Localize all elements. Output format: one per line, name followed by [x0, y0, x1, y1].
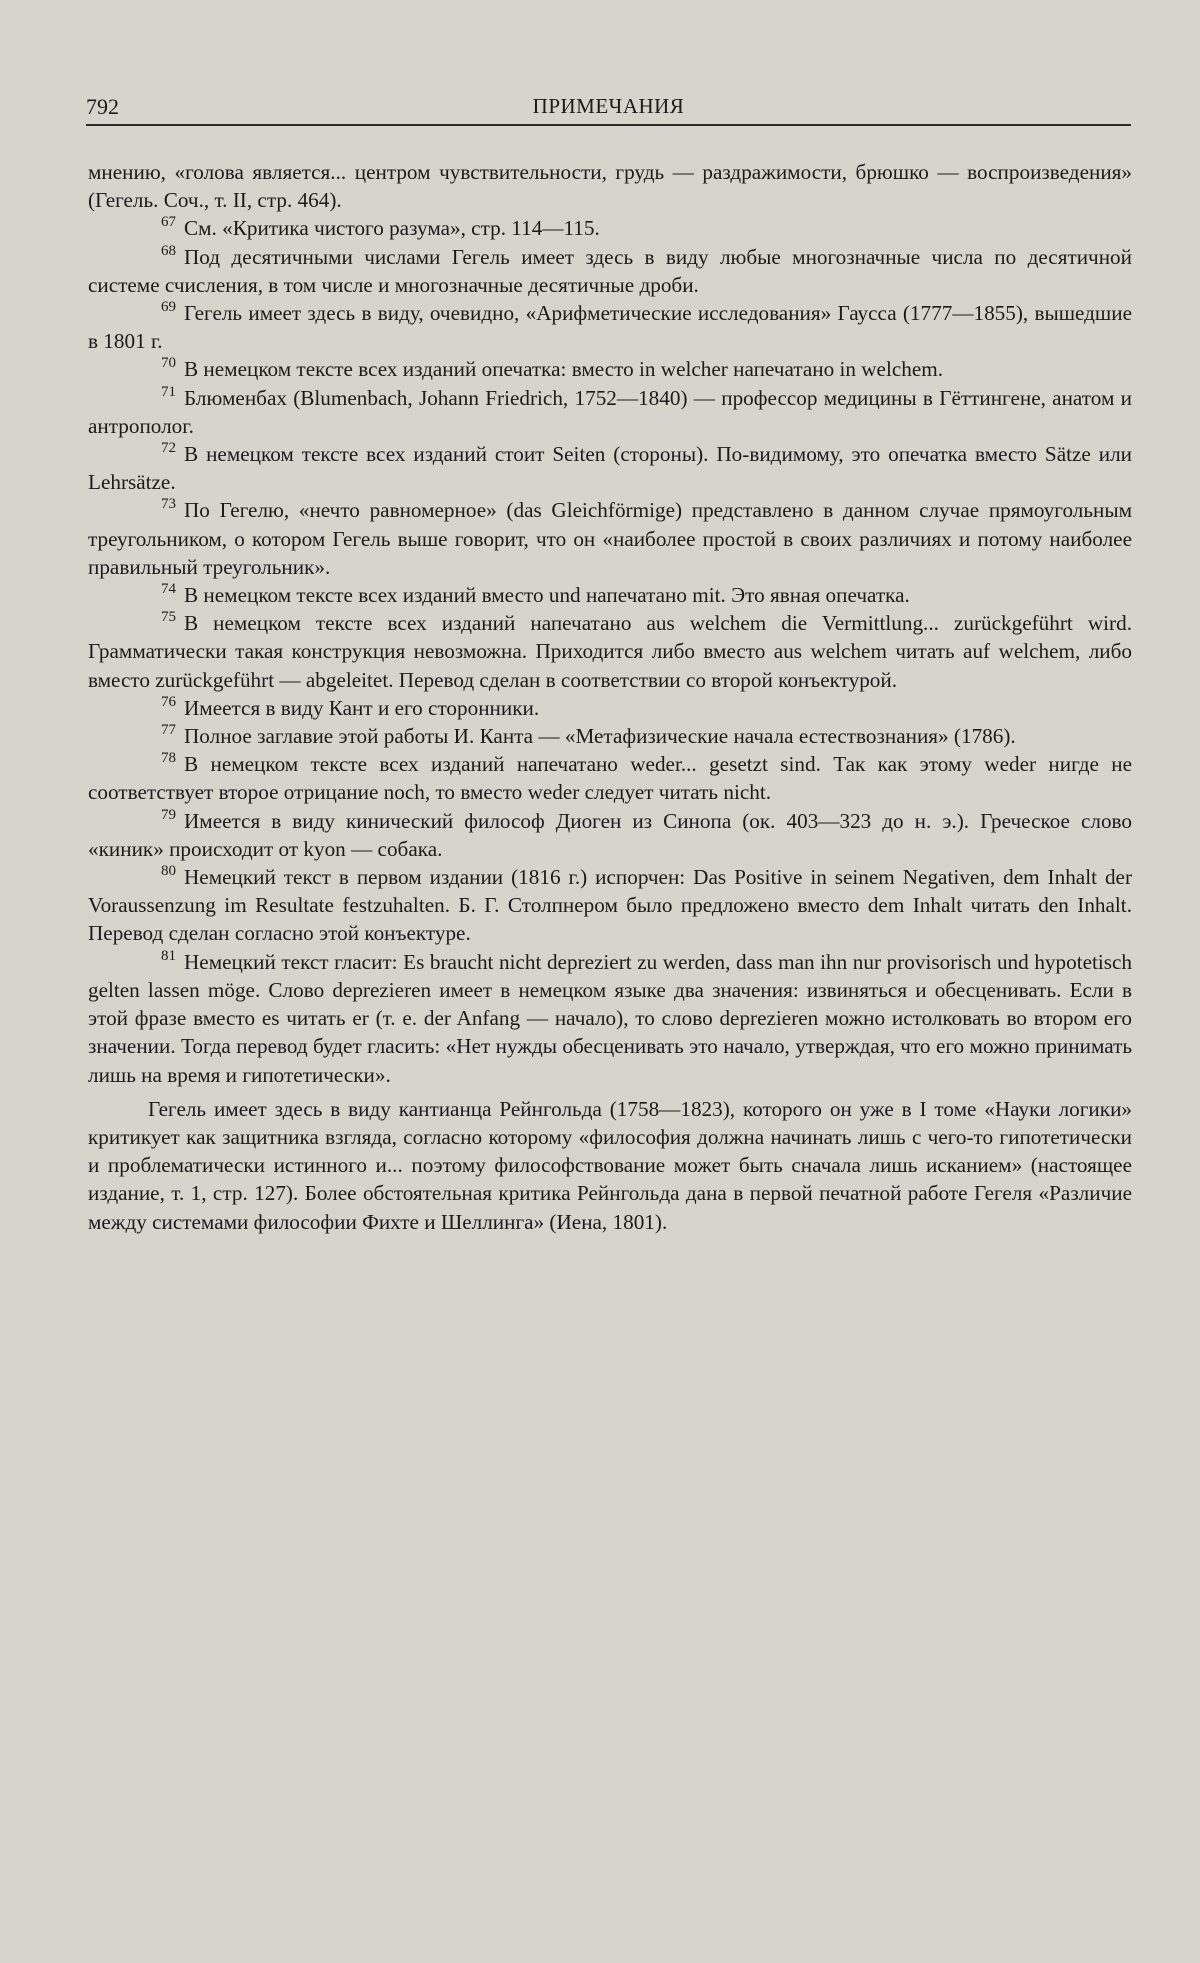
running-title: ПРИМЕЧАНИЯ [532, 94, 685, 118]
footnote-text: В немецком тексте всех изданий напечатано weder... gesetzt sind. Так как этому weder нигде не соответствует второе отрицание noch, то вместо weder следует читать nicht. [88, 752, 1132, 805]
footnote-text: По Гегелю, «нечто равномерное» (das Gleichförmige) представлено в данном случае прямоугольным треугольником, о котором Гегель выше говорит, что он «наиболее простой в своих различиях и потому наиболее правильный треугольник». [88, 498, 1132, 579]
footnote-72: 72 В немецком тексте всех изданий стоит Seiten (стороны). По-видимому, это опечатка вместо Sätze или Lehrsätze. [88, 440, 1132, 495]
footnote-text: Под десятичными числами Гегель имеет здесь в виду любые многозначные числа по десятичной системе счисления, в том числе и многозначные десятичные дроби. [88, 244, 1132, 297]
footnote-79: 79 Имеется в виду кинический философ Диоген из Синопа (ок. 403—323 до н. э.). Греческое слово «киник» происходит от kyon — собака. [88, 806, 1132, 861]
footnote-71: 71 Блюменбах (Blumenbach, Johann Friedrich, 1752—1840) — профессор медицины в Гёттингене, анатом и антрополог. [88, 383, 1132, 438]
footnote-text: В немецком тексте всех изданий напечатано aus welchem die Vermittlung... zurückgeführt wird. Грамматически такая конструкция невозможна. Приходится либо вместо aus welchem читать auf welchem, либо вместо zurückgeführt — abgeleitet. Перевод сделан в соответствии со второй конъектурой. [88, 611, 1132, 692]
footnote-68: 68 Под десятичными числами Гегель имеет здесь в виду любые многозначные числа по десятичной системе счисления, в том числе и многозначные десятичные дроби. [88, 242, 1132, 297]
footnote-text: Имеется в виду кинический философ Диоген из Синопа (ок. 403—323 до н. э.). Греческое слово «киник» происходит от kyon — собака. [88, 808, 1132, 861]
footnote-text: Гегель имеет здесь в виду, очевидно, «Арифметические исследования» Гаусса (1777—1855), вышедшие в 1801 г. [88, 301, 1132, 354]
footnote-text: Немецкий текст гласит: Es braucht nicht depreziert zu werden, dass man ihn nur provisorisch und hypotetisch gelten lassen möge. Слово deprezieren имеет в немецком языке два значения: извиняться и обесценивать. Если в этой фразе вместо es читать er (т. е. der Anfang — начало), то слово deprezieren можно истолковать во втором его значении. Тогда перевод будет гласить: «Нет нужды обесценивать это начало, утверждая, что его можно принимать лишь на время и гипотетически». [88, 949, 1132, 1087]
footnotes-body [88, 158, 1132, 1236]
footnote-78: 78 В немецком тексте всех изданий напечатано weder... gesetzt sind. Так как этому weder нигде не соответствует второе отрицание noch, то вместо weder следует читать nicht. [88, 750, 1132, 805]
footnote-76: 76 Имеется в виду Кант и его сторонники. [161, 693, 540, 720]
footnote-text: В немецком тексте всех изданий стоит Seiten (стороны). По-видимому, это опечатка вместо Sätze или Lehrsätze. [88, 442, 1132, 495]
footnote-text: В немецком тексте всех изданий вместо und напечатано mit. Это явная опечатка. [184, 583, 910, 608]
footnote-81: 81 Немецкий текст гласит: Es braucht nicht depreziert zu werden, dass man ihn nur provisorisch und hypotetisch gelten lassen möge. Слово deprezieren имеет в немецком языке два значения: извиняться и обесценивать. Если в этой фразе вместо es читать er (т. е. der Anfang — начало), то слово deprezieren можно истолковать во втором его значении. Тогда перевод будет гласить: «Нет нужды обесценивать это начало, утверждая, что его можно принимать лишь на время и гипотетически». [88, 947, 1132, 1087]
footnote-text: Блюменбах (Blumenbach, Johann Friedrich, 1752—1840) — профессор медицины в Гёттингене, анатом и антрополог. [88, 385, 1132, 438]
footnote-text: См. «Критика чистого разума», стр. 114—115. [184, 216, 600, 241]
footnote-text: В немецком тексте всех изданий опечатка: вместо in welcher напечатано in welchem. [184, 357, 944, 382]
footnote-text: Немецкий текст в первом издании (1816 г.) испорчен: Das Positive in seinem Negativen, dem Inhalt der Voraussenzung im Resultate festzuhalten. Б. Г. Столпнером было предложено вместо dem Inhalt читать den Inhalt. Перевод сделан согласно этой конъектуре. [88, 865, 1132, 946]
footnote-80: 80 Немецкий текст в первом издании (1816 г.) испорчен: Das Positive in seinem Negativen, dem Inhalt der Voraussenzung im Resultate festzuhalten. Б. Г. Столпнером было предложено вместо dem Inhalt читать den Inhalt. Перевод сделан согласно этой конъектуре. [88, 863, 1132, 946]
footnote-text: Полное заглавие этой работы И. Канта — «Метафизические начала естествознания» (1786). [184, 724, 1016, 749]
intro-paragraph: мнению, «голова является... центром чувствительности, грудь — раздражимости, брюшко — воспроизведения» (Гегель. Соч., т. II, стр. 464). [88, 160, 1132, 213]
page-header [86, 90, 1131, 126]
footnote-69: 69 Гегель имеет здесь в виду, очевидно, «Арифметические исследования» Гаусса (1777—1855), вышедшие в 1801 г. [88, 299, 1132, 354]
footnote-74: 74 В немецком тексте всех изданий вместо und напечатано mit. Это явная опечатка. [161, 581, 910, 608]
footnote-70: 70 В немецком тексте всех изданий опечатка: вместо in welcher напечатано in welchem. [161, 355, 944, 382]
footnote-text: Имеется в виду Кант и его сторонники. [184, 695, 540, 720]
footnote-75: 75 В немецком тексте всех изданий напечатано aus welchem die Vermittlung... zurückgeführt wird. Грамматически такая конструкция невозможна. Приходится либо вместо aus welchem читать auf welchem, либо вместо zurückgeführt — abgeleitet. Перевод сделан в соответствии со второй конъектурой. [88, 609, 1132, 692]
footnote-73: 73 По Гегелю, «нечто равномерное» (das Gleichförmige) представлено в данном случае прямоугольным треугольником, о котором Гегель выше говорит, что он «наиболее простой в своих различиях и потому наиболее правильный треугольник». [88, 496, 1132, 579]
footnote-67: 67 См. «Критика чистого разума», стр. 114—115. [161, 214, 600, 241]
closing-paragraph: Гегель имеет здесь в виду кантианца Рейнгольда (1758—1823), которого он уже в I томе «Науки логики» критикует как защитника взгляда, согласно которому «философия должна начинать лишь с чего-то гипотетически и проблематически истинного и... поэтому философствование может быть сначала лишь исканием» (настоящее издание, т. 1, стр. 127). Более обстоятельная критика Рейнгольда дана в первой печатной работе Гегеля «Различие между системами философии Фихте и Шеллинга» (Иена, 1801). [88, 1096, 1132, 1234]
page-number: 792 [86, 94, 119, 119]
footnote-77: 77 Полное заглавие этой работы И. Канта — «Метафизические начала естествознания» (1786). [161, 722, 1016, 749]
